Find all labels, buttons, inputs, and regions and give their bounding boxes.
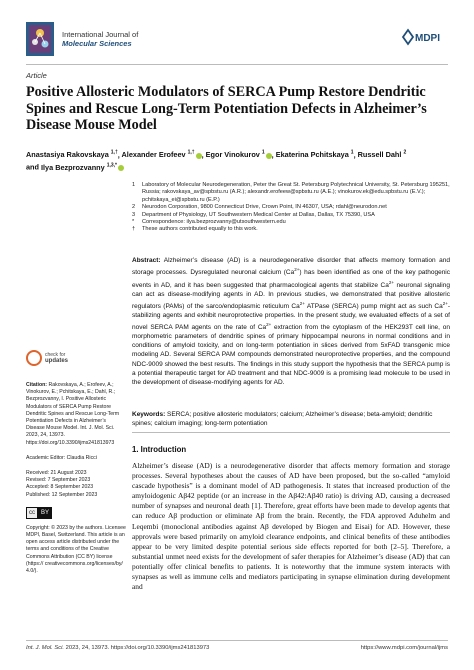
affiliation-mark: * [132, 219, 135, 226]
keywords-text: SERCA; positive allosteric modulators; calcium; Alzheimer’s disease; beta-amyloid; dendritic spines; calcium imaging; long-term potentiation [132, 411, 433, 428]
author-name[interactable]: Egor Vinokurov $^1$ [205, 150, 265, 160]
author-affiliation-mark: 1 [261, 150, 265, 156]
author-list [26, 148, 448, 173]
affiliation-text: Neurodon Corporation, 9800 Connecticut Drive, Crown Point, IN 46307, USA; rdahl@neurodon.net [142, 204, 387, 211]
citation-text: Rakovskaya, A.; Erofeev, A.; Vinokurov, E.; Pchitskaya, E.; Dahl, R.; Bezprozvanny, I. Positive Allosteric Modulators of SERCA Pump Restore Dendritic Spines and Rescue Long-Term Potentiation Defects in Alzheimer’s Disease Mouse Model. Int. J. Mol. Sci. 2023, 24, 13973. https://doi.org/10.3390/ijms241813973 [26, 382, 120, 446]
publisher-name: MDPI [415, 33, 440, 44]
author-affiliation-mark: 1,3,* [106, 162, 117, 169]
affiliation-text: Department of Physiology, UT Southwestern Medical Center at Dallas, Dallas, TX 75390, USA [142, 211, 375, 218]
cc-by-license-icon[interactable] [26, 507, 126, 519]
footer-doi[interactable]: 2023, 24, 13973. https://doi.org/10.3390/ijms241813973 [65, 645, 210, 651]
affiliation-item [132, 219, 452, 226]
footer-journal-link[interactable]: https://www.mdpi.com/journal/ijms [360, 645, 448, 651]
author-line-2 [26, 160, 448, 172]
date-revised: Revised: 7 September 2023 [26, 477, 91, 484]
check-updates-label [45, 352, 68, 364]
page-footer [26, 645, 448, 651]
affiliation-item [132, 204, 452, 211]
keywords-label: Keywords: [132, 411, 166, 418]
journal-logo-icon [26, 22, 54, 56]
copyright-notice: Copyright: © 2023 by the authors. Licensee MDPI, Basel, Switzerland. This article is an open access article distributed under the terms and conditions of the Creative Commons Attribution (CC BY) license (https:// creativecommons.org/licenses/by/ 4.0/). [26, 524, 126, 575]
check-updates-line1: check for [45, 352, 66, 358]
affiliation-text: Laboratory of Molecular Neurodegeneration, Peter the Great St. Petersburg Polytechnical University, St. Petersburg 195251, Russia; rakovskaya_av@spbstu.ru (A.R.); alexandr.erofeew@spbstu.ru (A.E.); vinokurov.ek@edu.spbstu.ru (E.V.); pchitskaya_ei@spbstu.ru (E.P.) [142, 182, 450, 203]
orcid-icon[interactable] [118, 165, 124, 171]
author-affiliation-mark: 1,† [187, 150, 195, 156]
check-for-updates-button[interactable] [26, 348, 86, 370]
author-affiliation-mark: 1 [350, 150, 354, 156]
author-name[interactable]: Anastasiya Rakovskaya $^{1,\dagger}$ [26, 150, 118, 160]
footer-journal-abbr: Int. J. Mol. Sci. [26, 645, 65, 651]
footer-citation [26, 645, 209, 651]
editor-block [26, 455, 126, 462]
journal-name-line2: Molecular Sciences [62, 39, 132, 48]
abstract-label: Abstract: [132, 257, 161, 264]
article-type: Article [26, 71, 47, 80]
header-divider [26, 64, 448, 65]
date-accepted: Accepted: 8 September 2023 [26, 484, 94, 491]
author-and: and [26, 162, 41, 172]
journal-name-line1: International Journal of [62, 30, 139, 39]
author-name[interactable]: Alexander Erofeev $^{1,\dagger}$ [121, 150, 195, 160]
introduction-text: Alzheimer’s disease (AD) is a neurodegenerative disorder that affects memory formation and storage processes. Several hypotheses about the causes of AD have been proposed, but the so-called “amyloid cascade hypothesis” is a dominant model of AD pathogenesis. It states that increased production of the amyloidogenic Aβ42 peptide (or an increase in the Aβ42:Aβ40 ratio) is driving AD, causing a decreased number of synapses and neuronal death [1]. Therefore, great efforts have been made to develop agents that can reduce Aβ production or eliminate Aβ from the brain. Recently, the FDA approved Aduhelm and Leqembi (monoclonal antibodies against Aβ developed by Biogen and Eisai) for AD. However, these approvals were based primarily on amyloid clearance endpoints, and clinical benefits of these antibodies appear to be very limited despite potential serious side effects reported for both [2–5]. Therefore, a substantial unmet need exists for the development of safer therapies for Alzheimer’s disease (AD) that can potentially offer clinical benefits to patients. It is noteworthy that the immune system interacts with synapses as well as immune cells and mediators participating in synapse elimination during development and [132, 461, 450, 592]
footer-divider [26, 640, 448, 641]
affiliation-mark: 1 [132, 182, 136, 188]
author-affiliation-mark: 1,† [110, 150, 118, 156]
orcid-icon[interactable] [196, 153, 202, 159]
dates-block [26, 470, 126, 499]
affiliation-item [132, 212, 452, 219]
author-line-1: Anastasiya Rakovskaya $^{1,\dagger}$, Alexander Erofeev $^{1,\dagger}$ , Egor Vinokurov $^1$ , Ekaterina Pchitskaya $^1$, Russell Dahl $^2$ [26, 150, 407, 160]
academic-editor: Academic Editor: Claudia Ricci [26, 454, 97, 461]
affiliation-item [132, 226, 452, 233]
journal-name [62, 30, 138, 48]
author-name[interactable]: Russell Dahl $^2$ [357, 150, 407, 160]
article-title: Positive Allosteric Modulators of SERCA Pump Restore Dendritic Spines and Rescue Long-Term Potentiation Defects in Alzheimer’s Disease Mouse Model [26, 84, 427, 133]
by-icon: BY [38, 507, 52, 519]
sidebar [26, 348, 126, 575]
mdpi-logo-icon[interactable] [400, 28, 448, 46]
keywords-divider [132, 432, 450, 433]
orcid-icon[interactable] [266, 153, 272, 159]
keywords [132, 410, 450, 428]
cc-icon: cc [26, 507, 38, 519]
affiliations [132, 182, 452, 234]
author-name[interactable]: Ilya Bezprozvanny $^{1,3,*}$ [41, 162, 117, 172]
abstract-text: Alzheimer’s disease (AD) is a neurodegenerative disorder that affects memory formation and storage processes. Dysregulated neuronal calcium $(Ca^{2+})$ has been identified as one of the key pathogenic events in AD, and it has been suggested that pharmacological agents that stabilize $Ca^{2+}$ neuronal signaling can act as disease-modifying agents in AD. In previous studies, we demonstrated that positive allosteric regulators (PAMs) of the sarco/endoplasmic reticulum $Ca^{2+}$ ATPase (SERCA) pump might act as such $Ca^{2+}$-stabilizing agents and exhibit neuroprotective properties. In the present study, we evaluated effects of a set of novel SERCA PAM agents on the rate of $Ca^{2+}$ extraction from the cytoplasm of the HEK293T cell line, on morphometric parameters of dendritic spines of primary hippocampal neurons in normal conditions and in conditions of amyloid toxicity, and on long-term potentiation in slices derived from 5xFAD transgenic mice modeling AD. Several SERCA PAM compounds demonstrated neuroprotective properties, and the compound NDC-9009 showed the best results. The findings in this study support the hypothesis that the SERCA pump is a potential therapeutic target for AD treatment and that NDC-9009 is a promising lead molecule to be used in the development of disease-modifying agents for AD. [132, 257, 451, 386]
date-published: Published: 12 September 2023 [26, 491, 98, 498]
citation-block [26, 382, 126, 447]
affiliation-mark: 2 [132, 204, 136, 211]
citation-label: Citation: [26, 382, 48, 388]
author-name[interactable]: Ekaterina Pchitskaya $^1$ [275, 150, 354, 160]
journal-header [26, 22, 448, 62]
check-updates-line2: updates [45, 358, 69, 364]
author-affiliation-mark: 2 [403, 150, 407, 156]
abstract [132, 256, 450, 387]
affiliation-mark: † [132, 226, 136, 233]
date-received: Received: 21 August 2023 [26, 470, 87, 477]
affiliation-mark: 3 [132, 211, 136, 218]
affiliation-text: Correspondence: ilya.bezprozvanny@utsouthwestern.edu [142, 219, 286, 226]
affiliation-text: These authors contributed equally to this work. [142, 226, 258, 233]
affiliation-item [132, 182, 452, 204]
check-updates-icon [26, 350, 42, 366]
section-heading-introduction: 1. Introduction [132, 445, 187, 454]
